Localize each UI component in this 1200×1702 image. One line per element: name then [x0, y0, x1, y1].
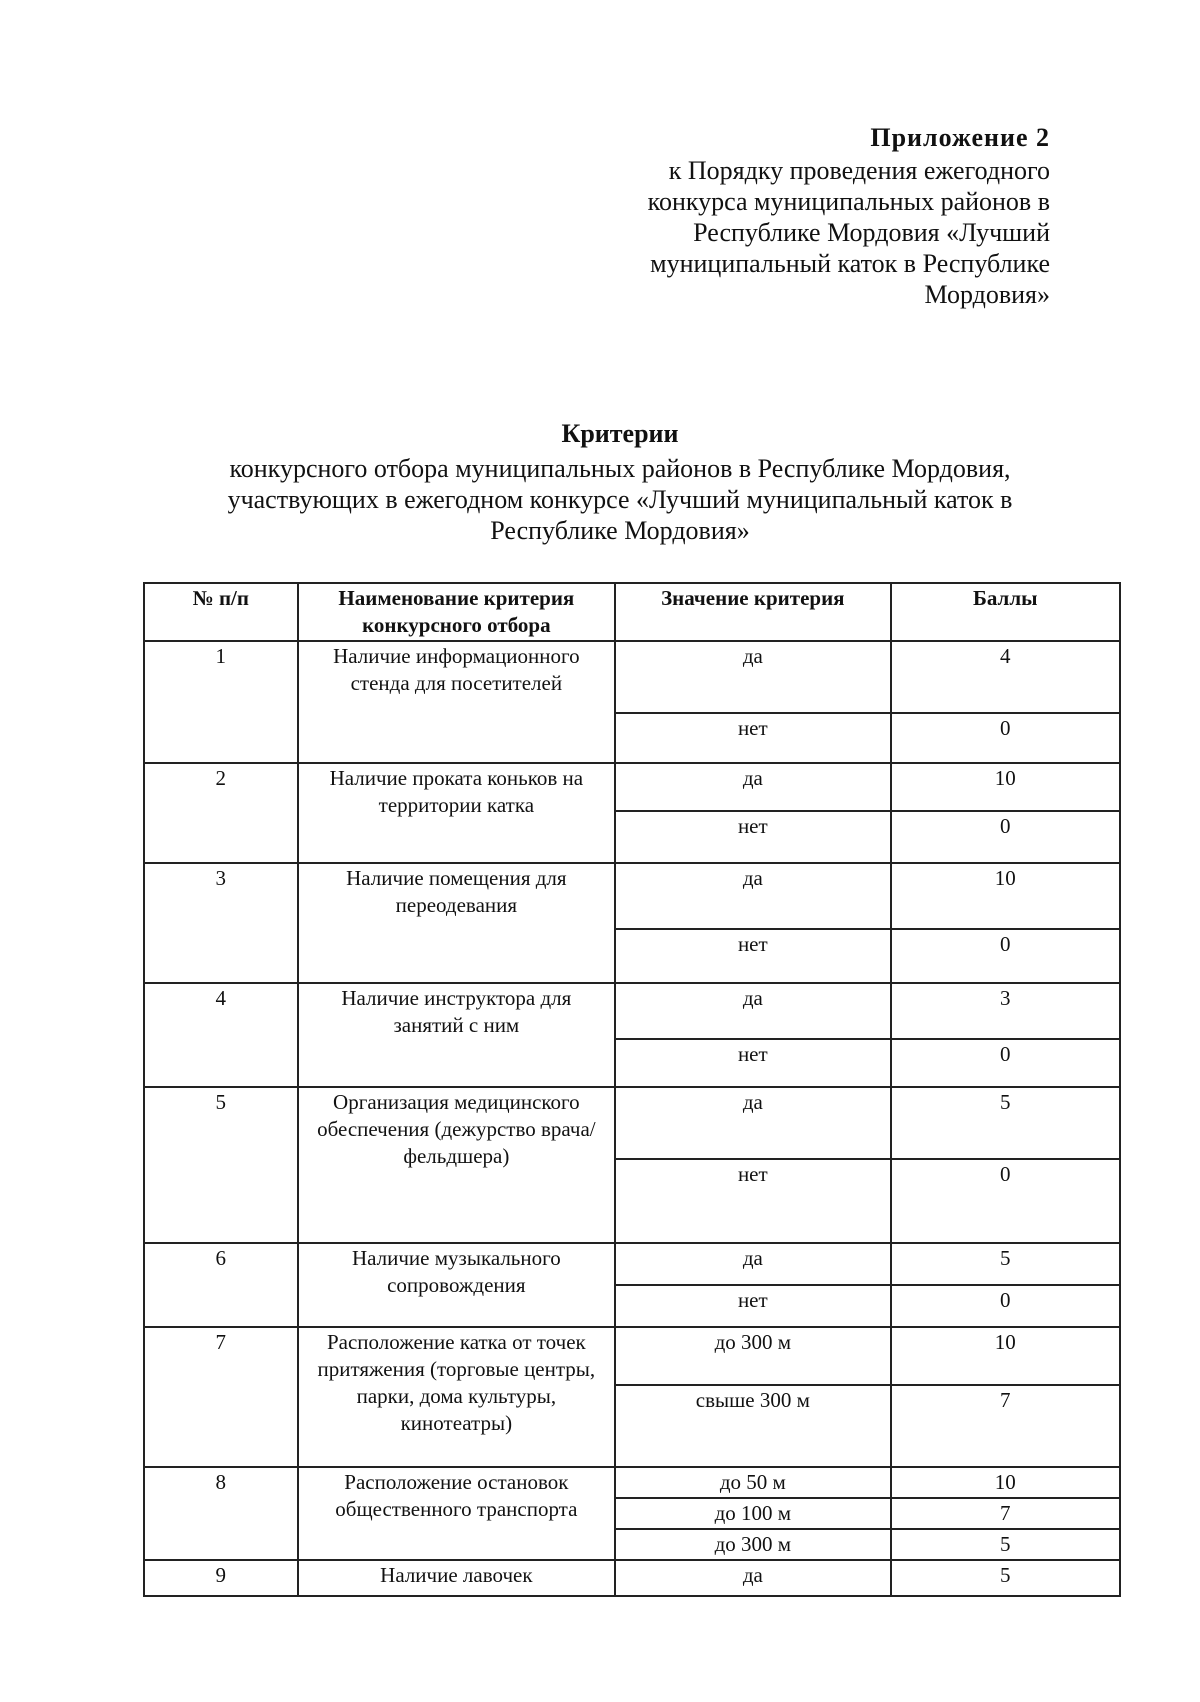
appendix-block — [590, 122, 1050, 310]
option-score: 4 — [891, 641, 1120, 713]
option-value: нет — [615, 1285, 890, 1327]
option-value: нет — [615, 929, 890, 983]
row-name: Наличие лавочек — [298, 1560, 616, 1596]
row-num: 8 — [144, 1467, 298, 1560]
header-value: Значение критерия — [615, 583, 890, 641]
option-value: свыше 300 м — [615, 1385, 890, 1467]
option-score: 5 — [891, 1087, 1120, 1159]
appendix-line: муниципальный каток в Республике — [650, 249, 1050, 278]
option-score: 7 — [891, 1385, 1120, 1467]
option-value: до 300 м — [615, 1327, 890, 1385]
heading-line: Республике Мордовия» — [490, 516, 750, 545]
row-num: 2 — [144, 763, 298, 863]
option-score: 7 — [891, 1498, 1120, 1529]
heading-title: Критерии — [561, 419, 679, 448]
option-value: да — [615, 1087, 890, 1159]
appendix-line: к Порядку проведения ежегодного — [668, 156, 1050, 185]
option-value: да — [615, 763, 890, 811]
document-heading — [170, 418, 1070, 546]
option-score: 10 — [891, 1327, 1120, 1385]
option-score: 3 — [891, 983, 1120, 1039]
option-value: да — [615, 641, 890, 713]
heading-line: конкурсного отбора муниципальных районов в Республике Мордовия, — [229, 454, 1011, 483]
heading-line: участвующих в ежегодном конкурсе «Лучший муниципальный каток в — [227, 485, 1013, 514]
option-score: 10 — [891, 863, 1120, 929]
row-num: 4 — [144, 983, 298, 1087]
row-num: 9 — [144, 1560, 298, 1596]
header-num: № п/п — [144, 583, 298, 641]
option-value: да — [615, 1560, 890, 1596]
appendix-line: конкурса муниципальных районов в — [647, 187, 1050, 216]
row-num: 5 — [144, 1087, 298, 1243]
row-num: 3 — [144, 863, 298, 983]
row-name: Наличие помещения для переодевания — [298, 863, 616, 983]
header-name: Наименование критерия конкурсного отбора — [298, 583, 616, 641]
option-score: 0 — [891, 1159, 1120, 1243]
header-score: Баллы — [891, 583, 1120, 641]
appendix-line: Мордовия» — [924, 280, 1050, 309]
row-name: Расположение катка от точек притяжения (торговые центры, парки, дома культуры, кинотеатры) — [298, 1327, 616, 1467]
table-row — [144, 1560, 1120, 1596]
option-score: 0 — [891, 811, 1120, 863]
table-row — [144, 763, 1120, 811]
option-value: нет — [615, 1039, 890, 1087]
table-row — [144, 1327, 1120, 1385]
row-name: Наличие информационного стенда для посетителей — [298, 641, 616, 763]
option-score: 5 — [891, 1560, 1120, 1596]
row-name: Организация медицинского обеспечения (дежурство врача/фельдшера) — [298, 1087, 616, 1243]
option-value: да — [615, 863, 890, 929]
option-score: 0 — [891, 1285, 1120, 1327]
option-value: нет — [615, 1159, 890, 1243]
option-score: 5 — [891, 1529, 1120, 1560]
option-score: 10 — [891, 1467, 1120, 1498]
option-value: да — [615, 983, 890, 1039]
option-value: до 100 м — [615, 1498, 890, 1529]
table-row — [144, 863, 1120, 929]
criteria-table — [143, 582, 1121, 1597]
option-score: 0 — [891, 1039, 1120, 1087]
option-score: 10 — [891, 763, 1120, 811]
option-value: до 50 м — [615, 1467, 890, 1498]
row-name: Наличие инструктора для занятий с ним — [298, 983, 616, 1087]
appendix-title: Приложение 2 — [870, 123, 1050, 152]
row-name: Наличие музыкального сопровождения — [298, 1243, 616, 1327]
option-value: да — [615, 1243, 890, 1285]
table-row — [144, 1087, 1120, 1159]
table-row — [144, 1243, 1120, 1285]
option-value: нет — [615, 713, 890, 763]
table-row — [144, 983, 1120, 1039]
appendix-line: Республике Мордовия «Лучший — [693, 218, 1050, 247]
row-num: 7 — [144, 1327, 298, 1467]
row-name: Наличие проката коньков на территории катка — [298, 763, 616, 863]
row-name: Расположение остановок общественного транспорта — [298, 1467, 616, 1560]
option-score: 5 — [891, 1243, 1120, 1285]
table-row — [144, 1467, 1120, 1498]
option-score: 0 — [891, 929, 1120, 983]
option-score: 0 — [891, 713, 1120, 763]
row-num: 6 — [144, 1243, 298, 1327]
option-value: нет — [615, 811, 890, 863]
table-row — [144, 641, 1120, 713]
table-header-row — [144, 583, 1120, 641]
option-value: до 300 м — [615, 1529, 890, 1560]
row-num: 1 — [144, 641, 298, 763]
